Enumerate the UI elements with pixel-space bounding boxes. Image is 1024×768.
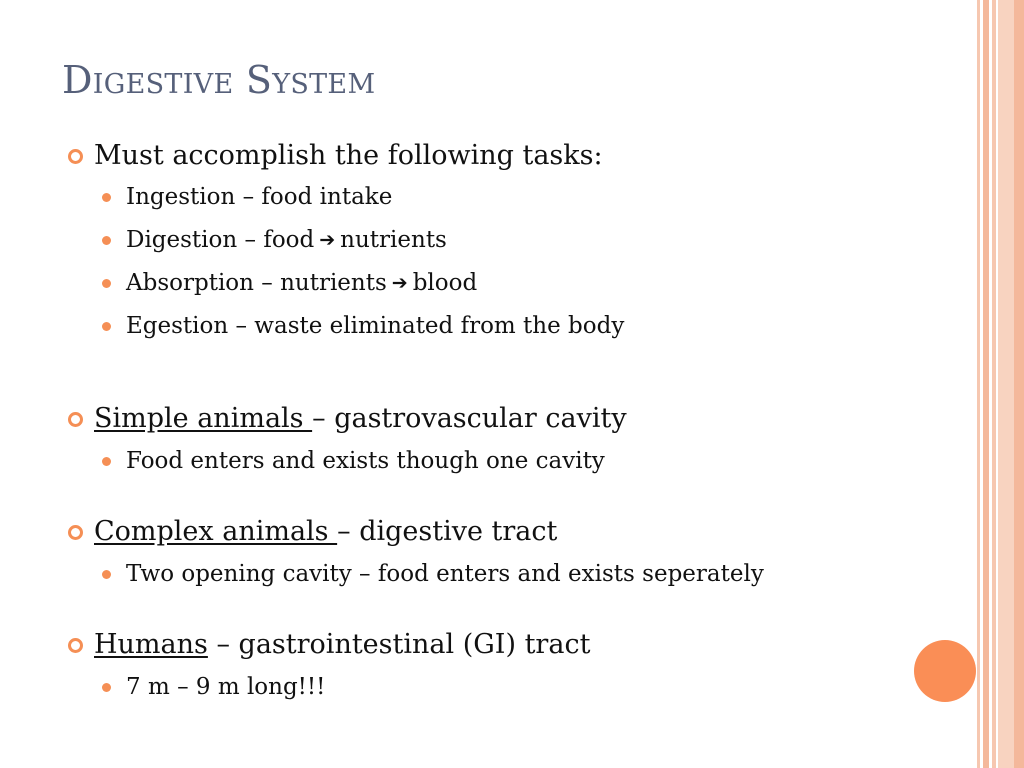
ring-bullet-icon	[68, 638, 83, 653]
main-bullet-text: – digestive tract	[337, 516, 558, 547]
ring-bullet-icon	[68, 525, 83, 540]
sub-bullet	[102, 672, 948, 702]
dot-bullet-icon	[102, 457, 111, 466]
underlined-term: Simple animals	[94, 403, 313, 434]
bullet-section	[68, 628, 948, 702]
bullet-section	[68, 402, 948, 476]
right-arrow-icon: ➔	[319, 229, 336, 251]
underlined-term: Complex animals	[94, 516, 338, 547]
main-bullet	[68, 515, 948, 549]
underlined-term: Humans	[94, 629, 208, 660]
sub-bullet	[102, 446, 948, 476]
main-bullet	[68, 139, 948, 173]
sub-bullet	[102, 182, 948, 212]
dot-bullet-icon	[102, 570, 111, 579]
decorative-stripe	[1014, 0, 1024, 768]
ring-bullet-icon	[68, 149, 83, 164]
decorative-stripe	[977, 0, 980, 768]
slide-title: Digestive System	[62, 58, 376, 102]
sub-bullet-text-after: nutrients	[340, 227, 447, 253]
decorative-stripe	[983, 0, 989, 768]
main-bullet	[68, 402, 948, 436]
sub-bullet-text: 7 m – 9 m long!!!	[126, 674, 326, 700]
decorative-stripe	[992, 0, 996, 768]
dot-bullet-icon	[102, 279, 111, 288]
main-bullet-text: Must accomplish the following tasks:	[94, 140, 603, 171]
sub-bullet	[102, 559, 948, 589]
bullet-section	[68, 515, 948, 589]
sub-bullet	[102, 268, 948, 298]
bullet-section	[68, 139, 948, 341]
sub-bullet-text: Egestion – waste eliminated from the body	[126, 313, 625, 339]
sub-bullet-text: Ingestion – food intake	[126, 184, 393, 210]
dot-bullet-icon	[102, 193, 111, 202]
ring-bullet-icon	[68, 412, 83, 427]
main-bullet	[68, 628, 948, 662]
sub-bullet-text: Absorption – nutrients	[126, 270, 387, 296]
sub-bullet	[102, 311, 948, 341]
dot-bullet-icon	[102, 683, 111, 692]
dot-bullet-icon	[102, 322, 111, 331]
dot-bullet-icon	[102, 236, 111, 245]
sub-bullet-text: Digestion – food	[126, 227, 315, 253]
right-arrow-icon: ➔	[391, 272, 408, 294]
sub-bullet	[102, 225, 948, 255]
sub-bullet-text: Food enters and exists though one cavity	[126, 448, 605, 474]
sub-bullet-text-after: blood	[412, 270, 478, 296]
main-bullet-text: – gastrovascular cavity	[312, 403, 627, 434]
sub-bullet-text: Two opening cavity – food enters and exists seperately	[126, 561, 764, 587]
main-bullet-text: – gastrointestinal (GI) tract	[207, 629, 591, 660]
